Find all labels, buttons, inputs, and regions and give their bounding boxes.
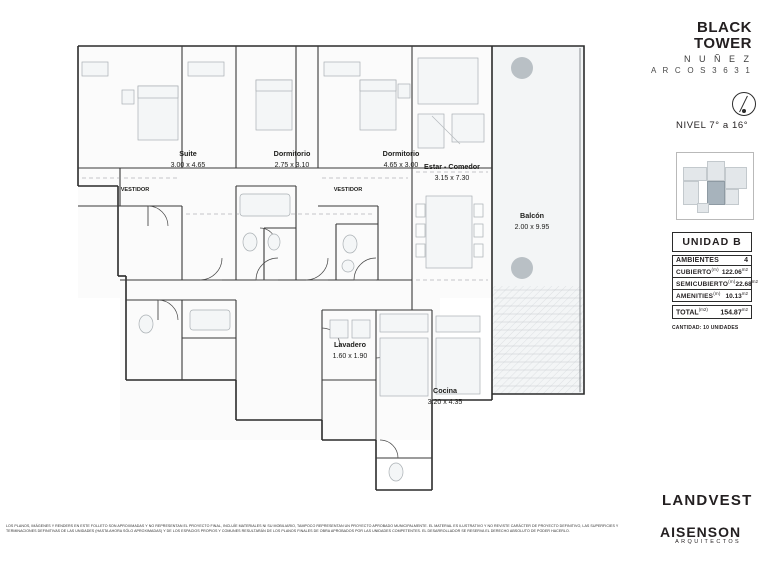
unit-value-ambientes: 4: [744, 257, 748, 264]
unit-value-cubierto-sup: m2: [741, 267, 748, 272]
unit-row-amenities: [673, 290, 751, 302]
unit-value-amenities-sup: m2: [741, 291, 748, 297]
unit-key-semicubierto: SEMICUBIERTO: [676, 281, 729, 289]
room-name-lavadero: Lavadero: [334, 340, 366, 349]
room-name-cocina: Cocina: [433, 386, 457, 395]
unit-header: UNIDAD B: [672, 232, 752, 252]
key-plan-diagram: [676, 152, 754, 220]
unit-key-cubierto: CUBIERTO: [676, 269, 712, 277]
room-name-balcon: Balcón: [520, 211, 544, 220]
level-indicator: [676, 92, 754, 138]
unit-key-semicubierto-sup: (m): [728, 279, 736, 285]
label-vestidor-1: VESTIDOR: [120, 187, 150, 193]
room-dim-balcon: 2.00 x 9.95: [514, 224, 550, 231]
unit-key-total: TOTAL: [676, 309, 699, 317]
unit-key-total-sup: (m2): [698, 307, 708, 313]
room-name-estar: Estar - Comedor: [424, 162, 480, 171]
unit-row-total: [672, 305, 752, 318]
floor-plan: [60, 28, 620, 498]
aisenson-logo: [660, 524, 741, 545]
unit-value-semicubierto-sup: m2: [751, 279, 759, 285]
unit-row-cubierto: [673, 266, 751, 278]
plan-geometry: [78, 46, 584, 490]
unit-rows: [672, 255, 759, 302]
landvest-logo: LANDVEST: [662, 492, 753, 509]
unit-value-cubierto: 122.06: [721, 269, 742, 277]
level-label: NIVEL 7° a 16°: [676, 120, 749, 131]
unit-info-box: [672, 232, 759, 331]
room-dim-cocina: 3.20 x 4.35: [427, 399, 463, 406]
brand-subtitle-neighborhood: N U Ñ E Z: [683, 54, 752, 64]
brand-title: BLACK TOWER: [693, 19, 752, 52]
room-dim-lavadero: 1.60 x 1.90: [332, 353, 368, 360]
unit-value-semicubierto: 22.68: [735, 281, 752, 289]
unit-value-total: 154.87: [720, 309, 742, 317]
unit-key-cubierto-sup: (m): [711, 267, 719, 272]
unit-key-amenities: AMENITIES: [676, 293, 714, 301]
room-name-dorm2: Dormitorio: [382, 149, 420, 158]
north-arrow-icon: [732, 92, 756, 116]
unit-key-amenities-sup: (m): [713, 291, 721, 297]
room-name-dorm1: Dormitorio: [273, 149, 311, 158]
label-vestidor-2: VESTIDOR: [333, 187, 363, 193]
brand-block: [648, 20, 752, 75]
room-dim-estar: 3.15 x 7.30: [434, 175, 470, 182]
room-dim-dorm1: 2.75 x 3.10: [274, 162, 310, 169]
unit-key-ambientes: AMBIENTES: [676, 257, 720, 264]
room-name-suite: Suite: [179, 149, 197, 158]
unit-value-total-sup: m2: [741, 307, 748, 313]
unit-row-ambientes: [673, 256, 751, 266]
unit-quantity: CANTIDAD: 10 UNIDADES: [672, 324, 739, 331]
aisenson-logo-main: AISENSON: [660, 524, 742, 540]
room-dim-dorm2: 4.65 x 3.00: [383, 162, 419, 169]
brand-subtitle-address: A R C O S 3 6 3 1: [651, 66, 752, 75]
room-dim-suite: 3.00 x 4.65: [170, 162, 206, 169]
unit-row-semicubierto: [673, 278, 759, 290]
aisenson-logo-sub: ARQUITECTOS: [675, 539, 742, 545]
legal-disclaimer: LOS PLANOS, IMÁGENES Y RENDERS EN ESTE FOLLETO SON APROXIMADAS Y NO REPRESENTAN EL PROYECTO FINAL, INCLUÍE MATERIALES NI SU MOBILIARIO, TAMPOCO REPRESENTAN UN PROYECTO APROBADO MUNICIPALMENTE. EL MATERIAL ES ILUSTRATIVO Y NO REVISTE CARÁCTER DE PROYECTO DEFINITIVO, LAS SUPERFICIES Y TERMINACIONES DEFINITIVAS DE LAS UNIDADES (HASTA AHORA SÓLO APROXIMADAS) Y DE LOS ESPACIOS PROPIOS Y COMUNES RESULTARÁN DE LOS PLANOS FINALES DE OBRA APROBADOS POR LAS UNIDADES COMPETENTES. EL DESARROLLADOR SE RESERVA EL DERECHO ABSOLUTO DE PODER HACERLO.: [6, 524, 619, 534]
unit-value-amenities: 10.13: [725, 293, 742, 301]
